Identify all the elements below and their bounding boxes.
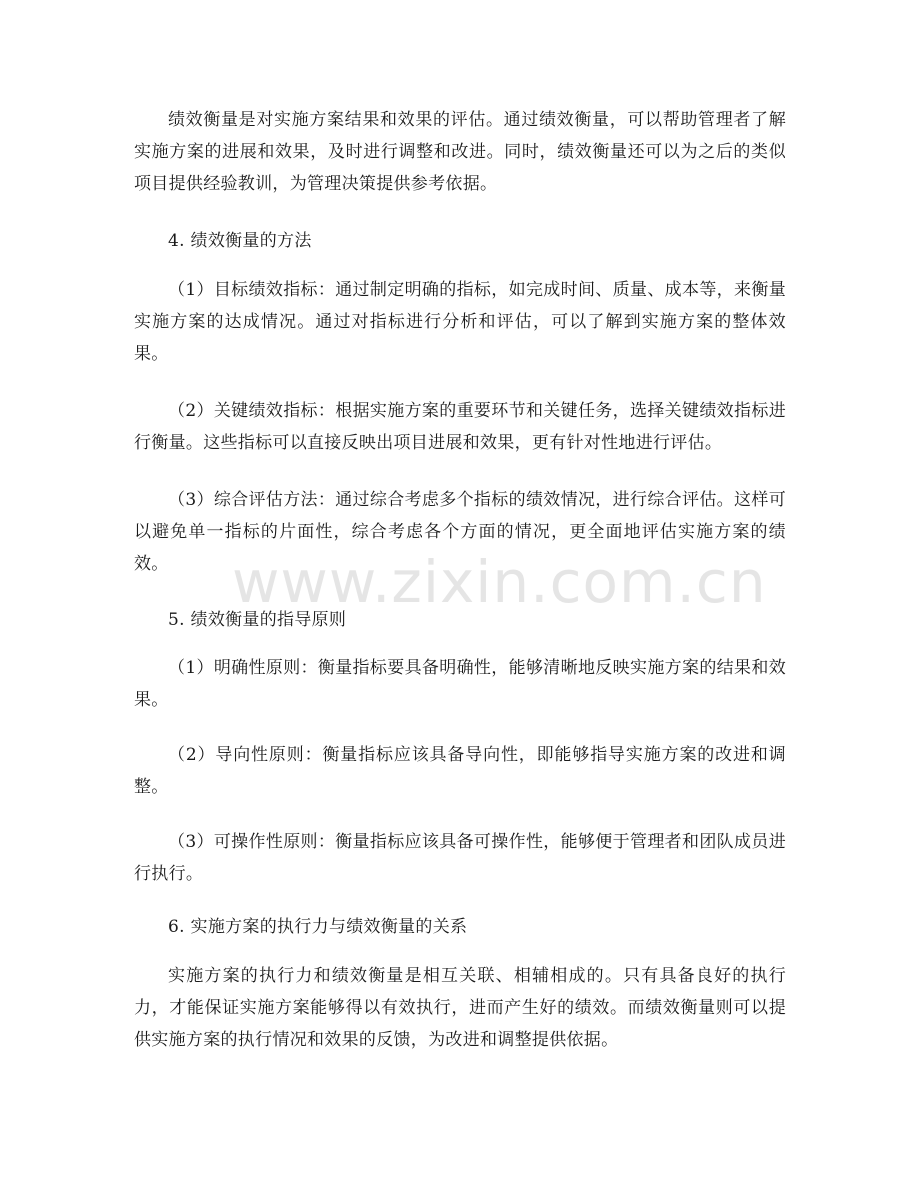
section-heading-relationship: 6. 实施方案的执行力与绩效衡量的关系 bbox=[168, 917, 468, 937]
section-heading-methods: 4. 绩效衡量的方法 bbox=[168, 231, 312, 251]
relationship-paragraph: 实施方案的执行力和绩效衡量是相互关联、相辅相成的。只有具备良好的执行力，才能保证实施方案能够得以有效执行，进而产生好的绩效。而绩效衡量则可以提供实施方案的执行情况和效果的反馈，为改进和调整提供依据。 bbox=[134, 966, 786, 1050]
principle-item-3: （3）可操作性原则：衡量指标应该具备可操作性，能够便于管理者和团队成员进行执行。 bbox=[134, 832, 786, 884]
section-heading-principles: 5. 绩效衡量的指导原则 bbox=[168, 610, 347, 630]
watermark-logo: www.zixin.com.cn bbox=[232, 548, 767, 616]
intro-paragraph: 绩效衡量是对实施方案结果和效果的评估。通过绩效衡量，可以帮助管理者了解实施方案的进展和效果，及时进行调整和改进。同时，绩效衡量还可以为之后的类似项目提供经验教训，为管理决策提供参考依据。 bbox=[134, 110, 786, 194]
principle-item-2: （2）导向性原则：衡量指标应该具备导向性，即能够指导实施方案的改进和调整。 bbox=[134, 745, 786, 797]
method-item-3: （3）综合评估方法：通过综合考虑多个指标的绩效情况，进行综合评估。这样可以避免单一指标的片面性，综合考虑各个方面的情况，更全面地评估实施方案的绩效。 bbox=[134, 490, 786, 574]
method-item-1: （1）目标绩效指标：通过制定明确的指标，如完成时间、质量、成本等，来衡量实施方案的达成情况。通过对指标进行分析和评估，可以了解到实施方案的整体效果。 bbox=[134, 280, 786, 364]
method-item-2: （2）关键绩效指标：根据实施方案的重要环节和关键任务，选择关键绩效指标进行衡量。这些指标可以直接反映出项目进展和效果，更有针对性地进行评估。 bbox=[134, 401, 786, 453]
principle-item-1: （1）明确性原则：衡量指标要具备明确性，能够清晰地反映实施方案的结果和效果。 bbox=[134, 658, 786, 710]
